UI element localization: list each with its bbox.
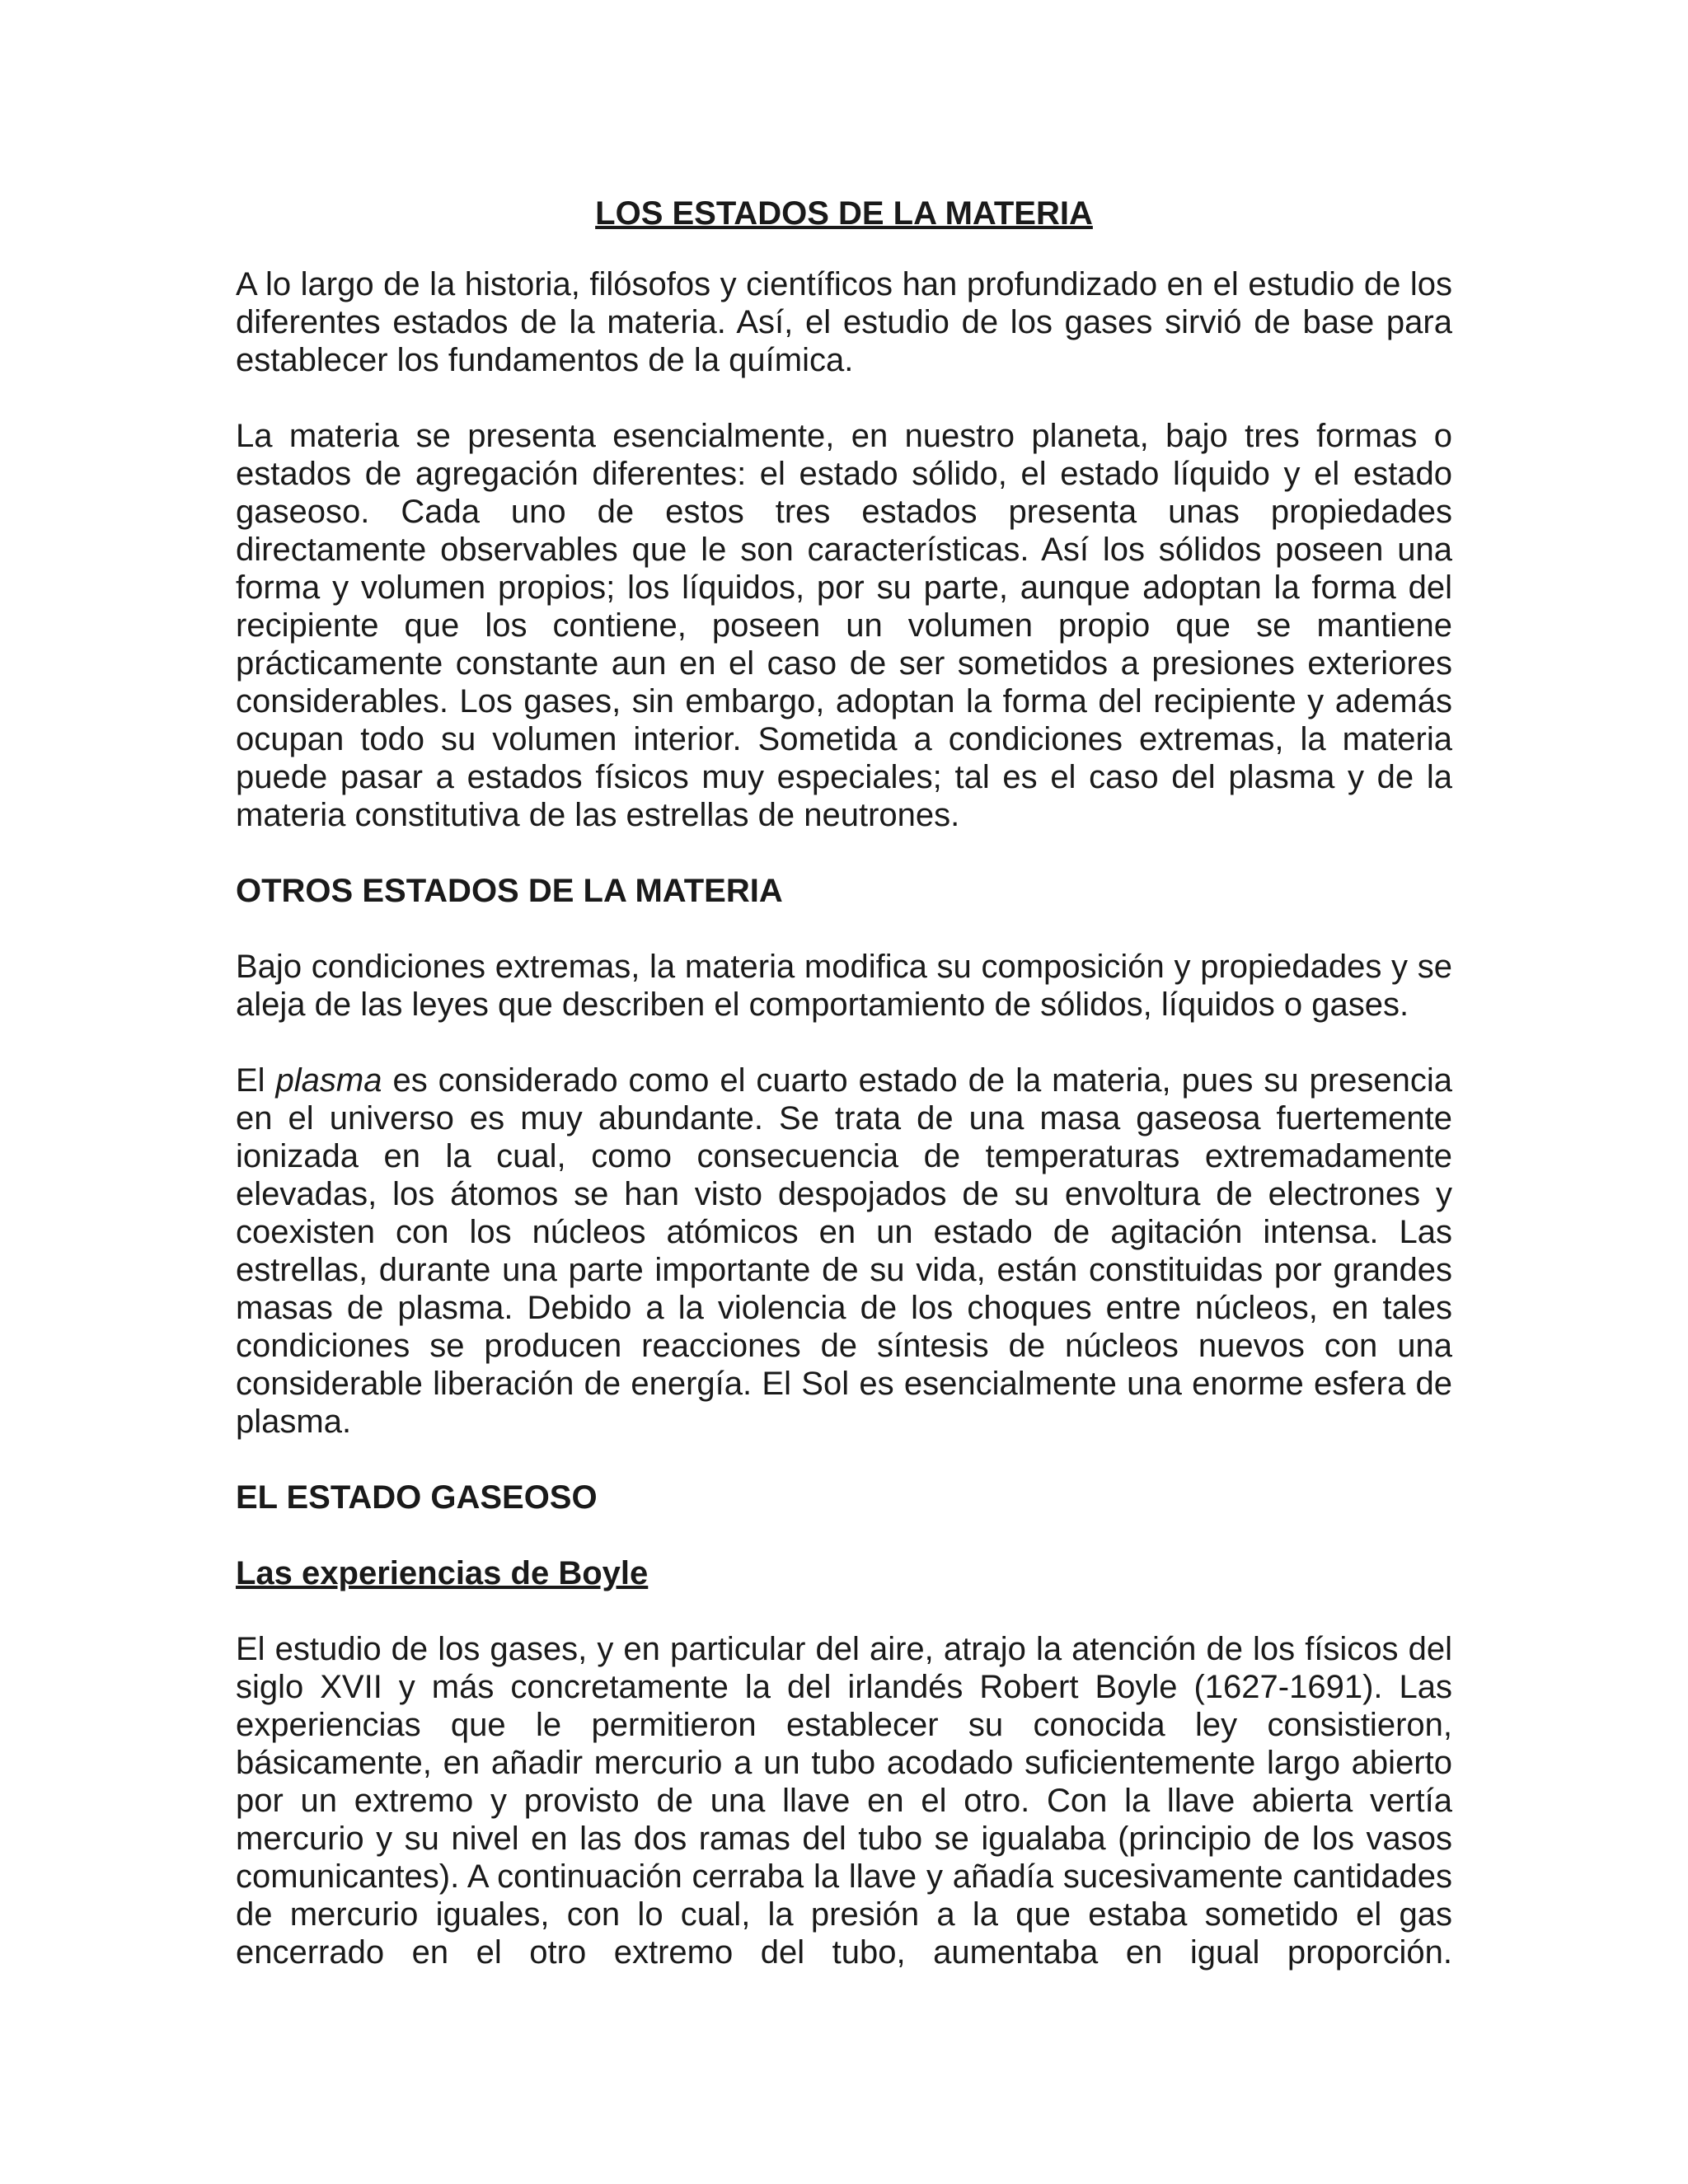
plasma-prefix: El — [236, 1062, 276, 1099]
boyle-paragraph: El estudio de los gases, y en particular del aire, atrajo la atención de los físicos del siglo XVII y más concretamente la del irlandés Robert Boyle (1627-1691). Las experiencias que le permitieron establecer su conocida ley consistieron, básicamente, en añadir mercurio a un tubo acodado suficientemente largo abierto por un extremo y provisto de una llave en el otro. Con la llave abierta vertía mercurio y su nivel en las dos ramas del tubo se igualaba (principio de los vasos comunicantes). A continuación cerraba la llave y añadía sucesivamente cantidades de mercurio iguales, con lo cual, la presión a la que estaba sometido el gas encerrado en el otro extremo del tubo, aumentaba en igual proporción. — [236, 1631, 1452, 1971]
states-paragraph: La materia se presenta esencialmente, en nuestro planeta, bajo tres formas o estados de agregación diferentes: el estado sólido, el estado líquido y el estado gaseoso. Cada uno de estos tres estados presenta unas propiedades directamente observables que le son características. Así los sólidos poseen una forma y volumen propios; los líquidos, por su parte, aunque adoptan la forma del recipiente que los contiene, poseen un volumen propio que se mantiene prácticamente constante aun en el caso de ser sometidos a presiones exteriores considerables. Los gases, sin embargo, adoptan la forma del recipiente y además ocupan todo su volumen interior. Sometida a condiciones extremas, la materia puede pasar a estados físicos muy especiales; tal es el caso del plasma y de la materia constitutiva de las estrellas de neutrones. — [236, 418, 1452, 833]
plasma-text: es considerado como el cuarto estado de la materia, pues su presencia en el universo es muy abundante. Se trata de una masa gaseosa fuertemente ionizada en la cual, como consecuencia de temperaturas extremadamente elevadas, los átomos se han visto despojados de su envoltura de electrones y coexisten con los núcleos atómicos en un estado de agitación intensa. Las estrellas, durante una parte importante de su vida, están constituidas por grandes masas de plasma. Debido a la violencia de los choques entre núcleos, en tales condiciones se producen reacciones de síntesis de núcleos nuevos con una considerable liberación de energía. El Sol es esencialmente una enorme esfera de plasma. — [236, 1062, 1452, 1440]
document-page — [236, 194, 1452, 2009]
document-title: LOS ESTADOS DE LA MATERIA — [595, 195, 1093, 232]
subheading-boyle: Las experiencias de Boyle — [236, 1555, 649, 1591]
section-heading-other-states: OTROS ESTADOS DE LA MATERIA — [236, 873, 783, 909]
plasma-term: plasma — [275, 1062, 382, 1099]
section-heading-gas-state: EL ESTADO GASEOSO — [236, 1479, 598, 1516]
intro-paragraph: A lo largo de la historia, filósofos y científicos han profundizado en el estudio de los diferentes estados de la materia. Así, el estudio de los gases sirvió de base para establecer los fundamentos de la química. — [236, 266, 1452, 378]
extreme-conditions-paragraph: Bajo condiciones extremas, la materia modifica su composición y propiedades y se aleja de las leyes que describen el comportamiento de sólidos, líquidos o gases. — [236, 949, 1452, 1023]
plasma-paragraph — [236, 1062, 1452, 1441]
